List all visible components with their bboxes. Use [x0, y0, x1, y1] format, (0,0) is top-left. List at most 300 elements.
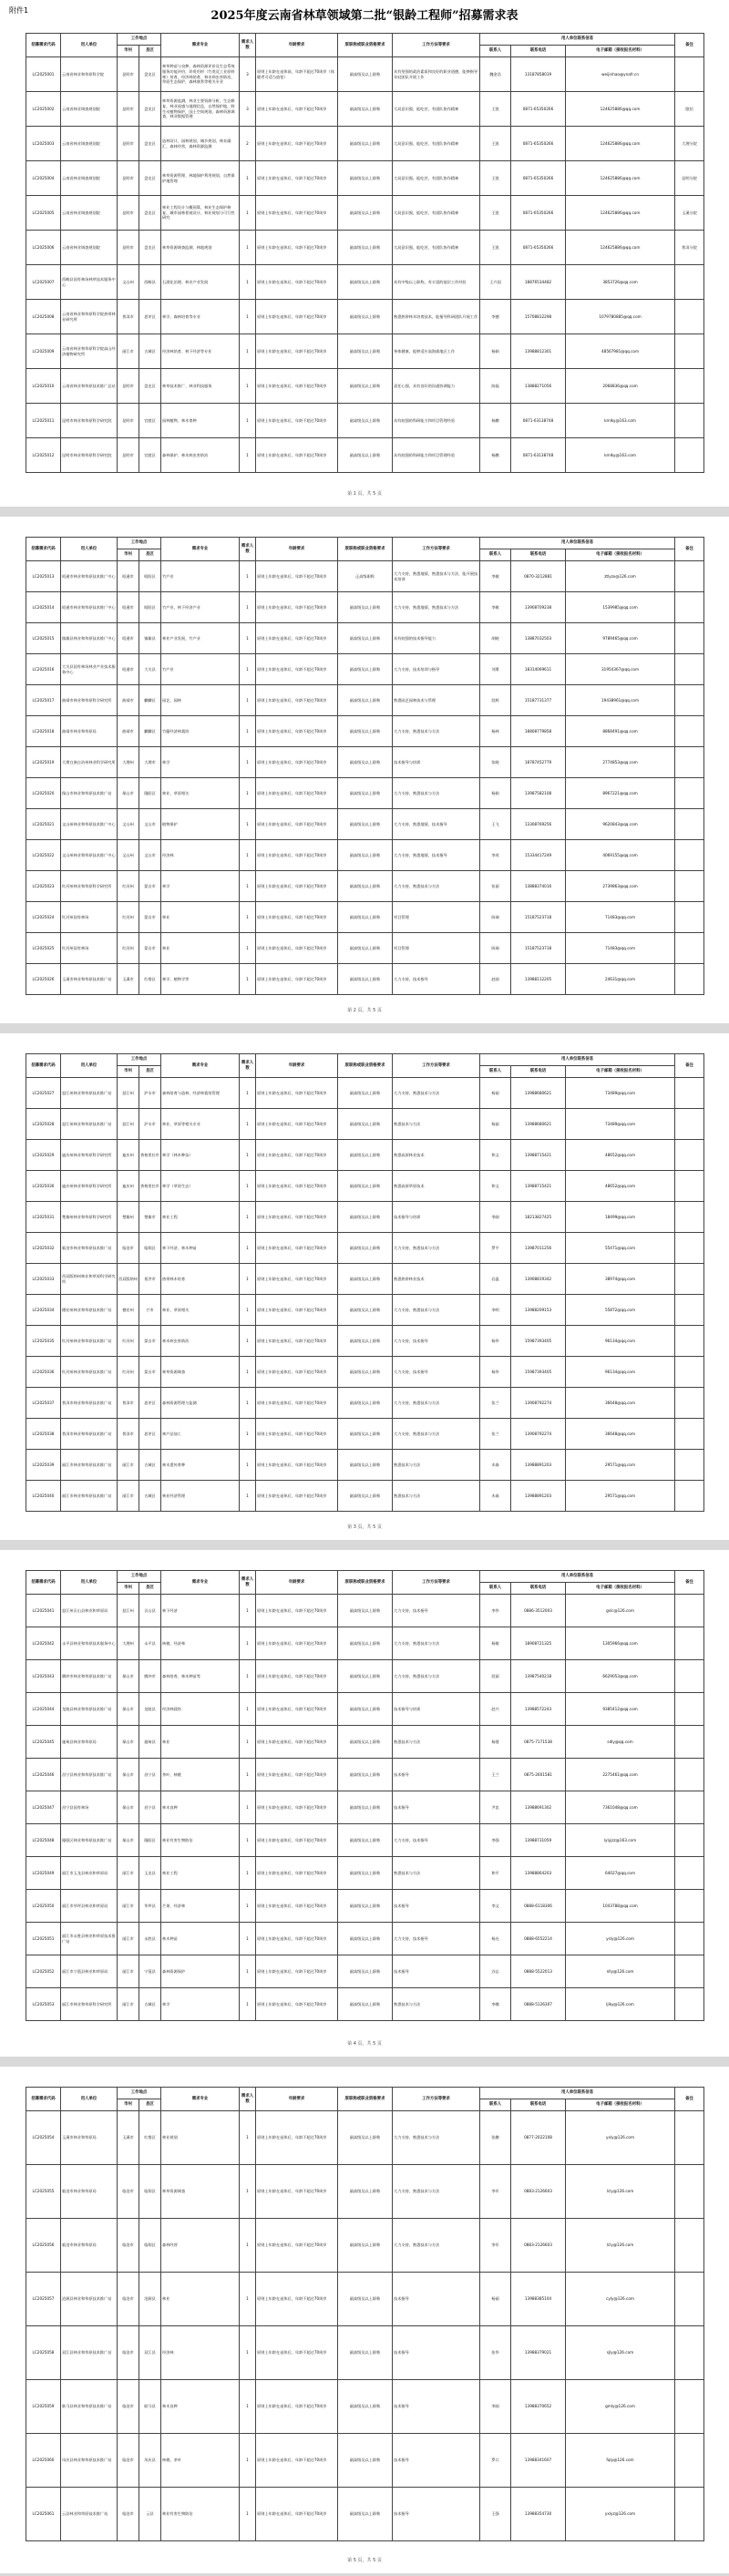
- cell-note: [675, 747, 704, 778]
- cell-email[interactable]: 2275461@qq.com: [566, 1759, 675, 1791]
- cell-count: 1: [240, 1419, 256, 1450]
- cell-city: 玉溪市: [118, 2111, 139, 2165]
- cell-title-req: 副高级及以上职称: [338, 716, 393, 747]
- cell-major: 森林经营: [161, 2219, 240, 2273]
- cell-age: 原则上年龄在退休后，年龄不超过70周岁: [256, 1923, 338, 1955]
- header-code: 招募需求代码: [26, 538, 61, 561]
- cell-email[interactable]: ljlky@126.com: [566, 1988, 675, 2021]
- cell-county: 镇雄县: [139, 623, 161, 654]
- cell-county: 大理市: [139, 747, 161, 778]
- cell-work-req: 大力支持，技术指导: [393, 964, 480, 995]
- cell-county: 永平县: [139, 1627, 161, 1660]
- cell-count: 1: [240, 778, 256, 809]
- cell-code: LC2025027: [26, 1078, 61, 1109]
- cell-unit: 迪庆州林业和草原科学研究所: [61, 1171, 118, 1202]
- cell-email[interactable]: 1043788@qq.com: [566, 1890, 675, 1923]
- cell-county: 昭阳区: [139, 592, 161, 623]
- cell-age: 原则上年龄在退休后，年龄不超过70周岁: [256, 1450, 338, 1481]
- cell-phone: 13988691302: [511, 1791, 566, 1824]
- cell-city: 红河州: [118, 902, 139, 933]
- cell-unit: 红河州林业和草原技术推广站: [61, 1357, 118, 1388]
- cell-note: [675, 840, 704, 871]
- cell-email[interactable]: 4069155@qq.com: [566, 840, 675, 871]
- cell-phone: 13988891203: [511, 1450, 566, 1481]
- cell-code: LC2025006: [26, 231, 61, 265]
- cell-major: 林木良种: [161, 1791, 240, 1824]
- header-email: 电子邮箱（接收报名材料）: [566, 549, 675, 561]
- cell-age: 原则上年龄在退休后，年龄不超过70周岁: [256, 685, 338, 716]
- cell-code: LC2025048: [26, 1824, 61, 1857]
- cell-note: [675, 1419, 704, 1450]
- cell-county: 麒麟区: [139, 685, 161, 716]
- cell-email[interactable]: kmlky@163.com: [566, 438, 675, 473]
- cell-email[interactable]: 55872@qq.com: [566, 1295, 675, 1326]
- cell-email[interactable]: 18499@qq.com: [566, 1202, 675, 1233]
- cell-work-req: 技术指导: [393, 1890, 480, 1923]
- cell-note: [675, 2488, 704, 2541]
- header-note: 备注: [675, 538, 704, 561]
- cell-note: [675, 1109, 704, 1140]
- cell-email[interactable]: 1539985@qq.com: [566, 592, 675, 623]
- header-contact-group: 用人单位联系信息: [480, 2088, 675, 2099]
- cell-email[interactable]: 124625886@qq.com: [566, 231, 675, 265]
- cell-note: [675, 1660, 704, 1693]
- cell-phone: 13988864203: [511, 1857, 566, 1890]
- table-row: [26, 161, 704, 196]
- cell-note: [675, 623, 704, 654]
- cell-unit: 沧源县林业和草原技术推广站: [61, 2273, 118, 2326]
- cell-email[interactable]: 2739863@qq.com: [566, 871, 675, 902]
- cell-work-req: 技术指导: [393, 2380, 480, 2434]
- cell-code: LC2025034: [26, 1295, 61, 1326]
- cell-major: 园林植物、林木育种: [161, 404, 240, 438]
- table-row: [26, 1388, 704, 1419]
- header-major: 需求专业: [161, 1571, 240, 1595]
- header-contact-group: 用人单位联系信息: [480, 538, 675, 549]
- cell-note: [675, 1627, 704, 1660]
- cell-title-req: 副高级及以上职称: [338, 778, 393, 809]
- page-3: [0, 1033, 729, 1540]
- table-row: [26, 2434, 704, 2488]
- cell-phone: 13988379021: [511, 2326, 566, 2380]
- cell-email[interactable]: 48652@qq.com: [566, 1171, 675, 1202]
- cell-major: 林业: [161, 933, 240, 964]
- cell-contact: 刘勇: [480, 654, 511, 685]
- header-contact-group: 用人单位联系信息: [480, 1054, 675, 1066]
- cell-email[interactable]: 31954367@qq.com: [566, 654, 675, 685]
- cell-count: 1: [240, 1109, 256, 1140]
- cell-age: 原则上年龄在退休后，年龄不超过70周岁: [256, 161, 338, 196]
- cell-count: 1: [240, 716, 256, 747]
- cell-count: 1: [240, 685, 256, 716]
- cell-email[interactable]: yxlyz@126.com: [566, 2488, 675, 2541]
- cell-email[interactable]: 6629053@qq.com: [566, 1660, 675, 1693]
- cell-age: 原则上年龄在退休后，年龄不超过70周岁: [256, 1357, 338, 1388]
- recruitment-table: [26, 1570, 704, 2021]
- cell-note: [675, 716, 704, 747]
- cell-city: 临沧市: [118, 2488, 139, 2541]
- cell-phone: 15708812298: [511, 300, 566, 334]
- cell-note: [675, 1481, 704, 1512]
- cell-code: LC2025037: [26, 1388, 61, 1419]
- cell-county: 大关县: [139, 654, 161, 685]
- cell-major: 林业有害生物防治: [161, 1824, 240, 1857]
- cell-work-req: 项目管理: [393, 933, 480, 964]
- header-code: 招募需求代码: [26, 1054, 61, 1078]
- cell-age: 原则上年龄在退休后，年龄不超过70周岁: [256, 1140, 338, 1171]
- cell-code: LC2025059: [26, 2380, 61, 2434]
- cell-note: [675, 1988, 704, 2021]
- cell-email[interactable]: sjly@126.com: [566, 2326, 675, 2380]
- cell-contact: 赵兴: [480, 1693, 511, 1726]
- cell-email[interactable]: fqly@126.com: [566, 2434, 675, 2488]
- cell-unit: 临沧市林业和草原局: [61, 2219, 118, 2273]
- cell-phone: 13888271056: [511, 369, 566, 404]
- cell-age: 原则上年龄在退休后，年龄不超过70周岁: [256, 1202, 338, 1233]
- cell-count: 1: [240, 1824, 256, 1857]
- header-contact-group: 用人单位联系信息: [480, 34, 675, 46]
- cell-contact: 王凯: [480, 196, 511, 231]
- cell-city: 保山市: [118, 1660, 139, 1693]
- cell-age: 原则上年龄在退休后，年龄不超过70周岁: [256, 1233, 338, 1264]
- cell-code: LC2025051: [26, 1923, 61, 1955]
- cell-phone: 15187731377: [511, 685, 566, 716]
- cell-city: 红河州: [118, 1357, 139, 1388]
- cell-email[interactable]: 73489@qq.com: [566, 1078, 675, 1109]
- cell-email[interactable]: kmlky@163.com: [566, 404, 675, 438]
- cell-age: 原则上年龄在退休后，年龄不超过70周岁: [256, 2488, 338, 2541]
- cell-email[interactable]: 36648@qq.com: [566, 1388, 675, 1419]
- cell-email[interactable]: 9789465@qq.com: [566, 623, 675, 654]
- cell-email[interactable]: 8868491@qq.com: [566, 716, 675, 747]
- cell-phone: 13988731059: [511, 1824, 566, 1857]
- cell-contact: 和平: [480, 1857, 511, 1890]
- cell-email[interactable]: 38974@qq.com: [566, 1264, 675, 1295]
- cell-title-req: 副高级及以上职称: [338, 592, 393, 623]
- cell-email[interactable]: 73489@qq.com: [566, 1109, 675, 1140]
- cell-major: 林学（林木种苗）: [161, 1140, 240, 1171]
- cell-email[interactable]: 71483@qq.com: [566, 933, 675, 964]
- cell-title-req: 副高级及以上职称: [338, 2380, 393, 2434]
- cell-count: 1: [240, 933, 256, 964]
- cell-email[interactable]: 2068836@qq.com: [566, 369, 675, 404]
- cell-title-req: 副高级及以上职称: [338, 1890, 393, 1923]
- cell-work-req: 大力支持，熟悉技术与方法: [393, 1233, 480, 1264]
- annex-label: 附件1: [9, 6, 29, 15]
- cell-major: 林木遗传育种: [161, 1450, 240, 1481]
- cell-contact: 王凯: [480, 92, 511, 127]
- cell-city: 昆明市: [118, 92, 139, 127]
- cell-note: [675, 1326, 704, 1357]
- cell-count: 1: [240, 438, 256, 473]
- cell-city: 临沧市: [118, 2165, 139, 2219]
- header-work-req: 工作方法等要求: [393, 2088, 480, 2111]
- recruitment-table: [26, 33, 704, 473]
- cell-count: 1: [240, 2434, 256, 2488]
- cell-email[interactable]: gslc@126.com: [566, 1595, 675, 1627]
- cell-email[interactable]: 2774853@qq.com: [566, 747, 675, 778]
- header-work-req: 工作方法等要求: [393, 1571, 480, 1595]
- cell-contact: 王凯: [480, 127, 511, 161]
- cell-count: 1: [240, 1171, 256, 1202]
- cell-age: 原则上年龄在退休后，年龄不超过70周岁: [256, 1295, 338, 1326]
- cell-email[interactable]: weijinhao@ynafr.cn: [566, 57, 675, 92]
- cell-phone: 0888-6118306: [511, 1890, 566, 1923]
- recruitment-table: [26, 1053, 704, 1512]
- cell-unit: 红河州国有林场: [61, 933, 118, 964]
- cell-work-req: 大力支持，熟悉技术与方法: [393, 1627, 480, 1660]
- cell-county: 盘龙区: [139, 196, 161, 231]
- header-count: 需求人数: [240, 1054, 256, 1078]
- cell-title-req: 副高级及以上职称: [338, 1759, 393, 1791]
- cell-phone: 0871-65350266: [511, 127, 566, 161]
- cell-phone: 0883-2126603: [511, 2165, 566, 2219]
- cell-count: 1: [240, 2111, 256, 2165]
- cell-email[interactable]: nlly@126.com: [566, 1955, 675, 1988]
- cell-count: 1: [240, 196, 256, 231]
- cell-note: [675, 1264, 704, 1295]
- cell-email[interactable]: 71483@qq.com: [566, 902, 675, 933]
- cell-count: 1: [240, 1627, 256, 1660]
- header-county: 县区: [139, 1583, 161, 1595]
- cell-age: 原则上年龄在退休后，年龄不超过70周岁: [256, 1988, 338, 2021]
- cell-contact: 王强: [480, 2488, 511, 2541]
- cell-contact: 杨娟: [480, 334, 511, 369]
- cell-email[interactable]: 1079780885@qq.com: [566, 300, 675, 334]
- cell-unit: 丽江市林业和草原科学研究所: [61, 1988, 118, 2021]
- cell-title-req: 副高级及以上职称: [338, 1171, 393, 1202]
- cell-count: 1: [240, 369, 256, 404]
- cell-contact: 杨林: [480, 716, 511, 747]
- cell-county: 凤庆县: [139, 2434, 161, 2488]
- cell-county: 盘龙区: [139, 231, 161, 265]
- cell-title-req: 副高级及以上职称: [338, 57, 393, 92]
- cell-email[interactable]: 3853726@qq.com: [566, 265, 675, 300]
- cell-email[interactable]: ztlyzx@126.com: [566, 561, 675, 592]
- cell-city: 临沧市: [118, 2380, 139, 2434]
- cell-email[interactable]: 96134@qq.com: [566, 1326, 675, 1357]
- cell-note: [675, 1857, 704, 1890]
- header-major: 需求专业: [161, 1054, 240, 1078]
- cell-unit: 昭通市林业和草原技术推广中心: [61, 561, 118, 592]
- cell-note: [675, 1923, 704, 1955]
- cell-title-req: 副高级及以上职称: [338, 1078, 393, 1109]
- cell-count: 1: [240, 1988, 256, 2021]
- cell-age: 原则上年龄在退休后，年龄不超过70周岁: [256, 2273, 338, 2326]
- cell-county: 蒙自市: [139, 902, 161, 933]
- cell-age: 原则上年龄在退休后，年龄不超过70周岁: [256, 2380, 338, 2434]
- cell-code: LC2025057: [26, 2273, 61, 2326]
- cell-phone: 13988715421: [511, 1140, 566, 1171]
- cell-major: 经济林: [161, 2326, 240, 2380]
- cell-title-req: 副高级及以上职称: [338, 1295, 393, 1326]
- cell-email[interactable]: 7361048@qq.com: [566, 1791, 675, 1824]
- cell-work-req: 熟悉技术与方法: [393, 1450, 480, 1481]
- cell-work-req: 大力支持，技术培训与指导: [393, 654, 480, 685]
- cell-note: [675, 1759, 704, 1791]
- cell-email[interactable]: ysly@126.com: [566, 1923, 675, 1955]
- page-footer: 第 4 页，共 5 页: [347, 2041, 382, 2047]
- cell-contact: 张丽: [480, 871, 511, 902]
- cell-title-req: 副高级及以上职称: [338, 1140, 393, 1171]
- cell-contact: 李明: [480, 1295, 511, 1326]
- table-row: [26, 1693, 704, 1726]
- cell-work-req: 大力支持，熟悉地情，熟悉技术与方法，能开展技术培训: [393, 561, 480, 592]
- cell-phone: 0883-2126603: [511, 2219, 566, 2273]
- cell-contact: 杨丽: [480, 1109, 511, 1140]
- cell-note: [675, 1824, 704, 1857]
- cell-city: 昆明市: [118, 404, 139, 438]
- cell-count: 1: [240, 1233, 256, 1264]
- cell-code: LC2025002: [26, 92, 61, 127]
- cell-email[interactable]: 9620843@qq.com: [566, 809, 675, 840]
- cell-email[interactable]: cyly@126.com: [566, 2273, 675, 2326]
- cell-age: 原则上年龄在退休后，年龄不超过70周岁: [256, 369, 338, 404]
- cell-age: 原则上年龄在退休后，年龄不超过70周岁: [256, 1171, 338, 1202]
- cell-work-req: 大力支持，熟悉技术与方法: [393, 1419, 480, 1450]
- cell-email[interactable]: 55471@qq.com: [566, 1233, 675, 1264]
- cell-unit: 德宏州林业和草原技术推广站: [61, 1295, 118, 1326]
- cell-email[interactable]: 48567981@qq.com: [566, 334, 675, 369]
- cell-contact: 杨光: [480, 1923, 511, 1955]
- cell-work-req: 大力支持，熟悉技术与方法: [393, 778, 480, 809]
- cell-unit: 西双版纳州林业和草原科学研究所: [61, 1264, 118, 1295]
- cell-county: 官渡区: [139, 404, 161, 438]
- cell-county: 蒙自市: [139, 1357, 161, 1388]
- cell-title-req: 副高级及以上职称: [338, 1233, 393, 1264]
- cell-major: 森林资源管理与监测: [161, 1388, 240, 1419]
- cell-phone: 18213827425: [511, 1202, 566, 1233]
- cell-note: [675, 334, 704, 369]
- cell-email[interactable]: 48652@qq.com: [566, 1140, 675, 1171]
- header-count: 需求人数: [240, 1571, 256, 1595]
- cell-unit: 普洱市林业和草原技术推广站: [61, 1388, 118, 1419]
- cell-unit: 双江县林业和草原技术推广站: [61, 2326, 118, 2380]
- cell-note: [675, 1791, 704, 1824]
- table-row: [26, 404, 704, 438]
- cell-email[interactable]: 124625886@qq.com: [566, 92, 675, 127]
- cell-email[interactable]: lylyjzz@163.com: [566, 1824, 675, 1857]
- header-work-req: 工作方法等要求: [393, 34, 480, 57]
- header-location: 工作地点: [118, 538, 161, 549]
- cell-contact: 陈瑞: [480, 933, 511, 964]
- cell-work-req: 具有较强的科研能力和项目管理经验: [393, 438, 480, 473]
- cell-code: LC2025029: [26, 1140, 61, 1171]
- cell-unit: 丽江市永胜县林业和草原技术推广站: [61, 1923, 118, 1955]
- cell-contact: 杨丽: [480, 1078, 511, 1109]
- cell-work-req: 大力支持，熟悉技术与方法: [393, 1078, 480, 1109]
- cell-email[interactable]: 64027@qq.com: [566, 1857, 675, 1890]
- cell-email[interactable]: sdly@qq.com: [566, 1726, 675, 1759]
- cell-work-req: 大力支持，熟悉技术与方法: [393, 871, 480, 902]
- cell-email[interactable]: 29571@qq.com: [566, 1450, 675, 1481]
- recruitment-table: [26, 537, 704, 995]
- cell-phone: 13988341607: [511, 2434, 566, 2488]
- cell-city: 昆明市: [118, 127, 139, 161]
- cell-work-req: 熟悉技术与方法: [393, 1857, 480, 1890]
- cell-email[interactable]: 29571@qq.com: [566, 1481, 675, 1512]
- cell-city: 丽江市: [118, 1890, 139, 1923]
- cell-count: 1: [240, 1326, 256, 1357]
- cell-count: 1: [240, 1357, 256, 1388]
- cell-work-req: 技术指导: [393, 1759, 480, 1791]
- cell-unit: 保山市林业和草原技术推广站: [61, 778, 118, 809]
- cell-age: 原则上年龄在退休后，年龄不超过70周岁: [256, 1419, 338, 1450]
- table-row: [26, 438, 704, 473]
- cell-email[interactable]: 124625886@qq.com: [566, 161, 675, 196]
- table-row: [26, 1481, 704, 1512]
- cell-email[interactable]: 9385412@qq.com: [566, 1693, 675, 1726]
- cell-age: 原则上年龄在退休后，年龄不超过70周岁: [256, 1857, 338, 1890]
- cell-unit: 云南省林业和草原科学院高山经济植物研究所: [61, 334, 118, 369]
- cell-email[interactable]: lcly@126.com: [566, 2165, 675, 2219]
- cell-phone: 13308769256: [511, 809, 566, 840]
- cell-count: 1: [240, 1890, 256, 1923]
- cell-email[interactable]: 19438961@qq.com: [566, 685, 675, 716]
- cell-unit: 昭通市林业和草原技术推广中心: [61, 592, 118, 623]
- header-location: 工作地点: [118, 34, 161, 46]
- cell-email[interactable]: gmly@126.com: [566, 2380, 675, 2434]
- cell-note: [675, 300, 704, 334]
- cell-contact: 和文: [480, 1171, 511, 1202]
- header-city: 市州: [118, 549, 139, 561]
- cell-email[interactable]: 96134@qq.com: [566, 1357, 675, 1388]
- cell-note: [675, 265, 704, 300]
- page-table-wrap: [26, 1053, 703, 1512]
- cell-contact: 陈磊: [480, 369, 511, 404]
- cell-age: 原则上年龄在退休后，年龄不超过70周岁: [256, 964, 338, 995]
- cell-email[interactable]: yxly@126.com: [566, 2111, 675, 2165]
- cell-title-req: 副高级及以上职称: [338, 404, 393, 438]
- table-row: [26, 1109, 704, 1140]
- cell-unit: 昌宁县林业和草原技术推广站: [61, 1759, 118, 1791]
- cell-work-req: 大力支持，熟悉技术与方法: [393, 1388, 480, 1419]
- header-unit: 用人单位: [61, 1054, 118, 1078]
- cell-age: 原则上年龄在退休后，年龄不超过70周岁: [256, 300, 338, 334]
- table-row: [26, 840, 704, 871]
- cell-county: 龙陵县: [139, 1693, 161, 1726]
- cell-email[interactable]: 124625886@qq.com: [566, 196, 675, 231]
- cell-email[interactable]: lcly@126.com: [566, 2219, 675, 2273]
- cell-code: LC2025052: [26, 1955, 61, 1988]
- cell-title-req: 副高级及以上职称: [338, 2219, 393, 2273]
- cell-work-req: 项目管理: [393, 902, 480, 933]
- cell-email[interactable]: 124625886@qq.com: [566, 127, 675, 161]
- cell-title-req: 副高级及以上职称: [338, 1109, 393, 1140]
- cell-city: 丽江市: [118, 1923, 139, 1955]
- cell-city: 保山市: [118, 1759, 139, 1791]
- cell-work-req: 大力支持，熟悉技术与方法: [393, 716, 480, 747]
- cell-unit: 丽江市林业和草原技术推广站: [61, 1481, 118, 1512]
- cell-age: 原则上年龄在退休后，年龄不超过70周岁: [256, 265, 338, 300]
- cell-count: 1: [240, 161, 256, 196]
- cell-contact: 沙志: [480, 1955, 511, 1988]
- cell-phone: 15187523718: [511, 902, 566, 933]
- cell-email[interactable]: 8967221@qq.com: [566, 778, 675, 809]
- cell-note: [675, 404, 704, 438]
- cell-unit: 文山州林业和草原技术推广中心: [61, 840, 118, 871]
- cell-title-req: 副高级及以上职称: [338, 127, 393, 161]
- table-row: [26, 1988, 704, 2021]
- cell-count: 1: [240, 1388, 256, 1419]
- header-age: 年龄要求: [256, 1571, 338, 1595]
- cell-note: [675, 871, 704, 902]
- cell-code: LC2025013: [26, 561, 61, 592]
- cell-email[interactable]: 1305966@qq.com: [566, 1627, 675, 1660]
- cell-email[interactable]: 24631@qq.com: [566, 964, 675, 995]
- cell-major: 芒果、经济林: [161, 1890, 240, 1923]
- cell-email[interactable]: 36648@qq.com: [566, 1419, 675, 1450]
